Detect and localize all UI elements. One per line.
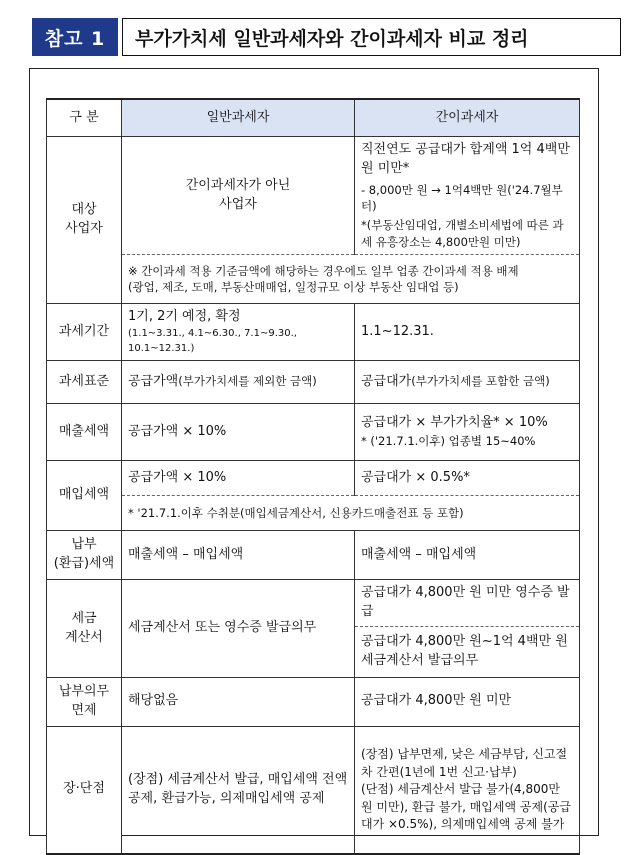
reference-badge: 참고 1 [32, 18, 118, 56]
invoice-simple-a: 공급대가 4,800만 원 미만 영수증 발급 [355, 580, 580, 627]
purchase-tax-note: * '21.7.1.이후 수취분(매입세금계산서, 신용카드매출전표 등 포함) [122, 496, 580, 531]
table-row [47, 531, 580, 580]
row-label-invoice: 세금 계산서 [47, 580, 122, 678]
target-simple-sub1: - 8,000만 원 → 1억4백만 원('24.7월부터) [361, 182, 563, 214]
table-row [47, 304, 580, 361]
table-row [47, 137, 580, 255]
period-simple: 1.1~12.31. [355, 304, 580, 361]
column-header-simple: 간이과세자 [355, 99, 580, 137]
payment-general: 매출세액 – 매입세액 [122, 531, 355, 580]
row-label-sales-tax: 매출세액 [47, 404, 122, 461]
sales-tax-general: 공급가액 × 10% [122, 404, 355, 461]
invoice-simple-b: 공급대가 4,800만 원~1억 4백만 원 세금계산서 발급의무 [355, 626, 580, 677]
row-label-exemption: 납부의무 면제 [47, 677, 122, 726]
sales-tax-simple [355, 404, 580, 461]
period-general-sub: (1.1~3.31., 4.1~6.30., 7.1~9.30., 10.1~12.31.) [128, 328, 297, 354]
row-label-payment: 납부 (환급)세액 [47, 531, 122, 580]
target-simple-sub2: *(부동산임대업, 개별소비세법에 따른 과세 유흥장소는 4,800만원 미만) [361, 218, 564, 249]
table-row [47, 496, 580, 531]
column-header-general: 일반과세자 [122, 99, 355, 137]
period-general-main: 1기, 2기 예정, 확정 [128, 309, 241, 325]
target-general: 간이과세자가 아닌 사업자 [122, 137, 355, 255]
pros-cons-general: (장점) 세금계산서 발급, 매입세액 전액 공제, 환급가능, 의제매입세액 공제 [122, 726, 355, 854]
column-header-category: 구 분 [47, 99, 122, 137]
exemption-simple: 공급대가 4,800만 원 미만 [355, 677, 580, 726]
payment-simple: 매출세액 – 매입세액 [355, 531, 580, 580]
row-label-base: 과세표준 [47, 361, 122, 404]
table-row [47, 404, 580, 461]
target-simple [355, 137, 580, 255]
target-simple-main: 직전연도 공급대가 합계액 1억 4백만원 미만* [361, 142, 570, 176]
base-simple-main: 공급대가 [361, 373, 412, 389]
base-simple-sub: (부가가치세를 포함한 금액) [411, 373, 550, 388]
table-row [47, 361, 580, 404]
base-simple [355, 361, 580, 404]
period-general [122, 304, 355, 361]
comparison-table [46, 98, 580, 855]
table-row [47, 461, 580, 496]
exemption-general: 해당없음 [122, 677, 355, 726]
purchase-tax-simple: 공급대가 × 0.5%* [355, 461, 580, 496]
base-general [122, 361, 355, 404]
table-row [47, 255, 580, 304]
sales-tax-simple-sub: * ('21.7.1.이후) 업종별 15~40% [361, 434, 536, 449]
invoice-general: 세금계산서 또는 영수증 발급의무 [122, 580, 355, 678]
row-label-pros-cons: 장·단점 [47, 726, 122, 854]
base-general-main: 공급가액 [128, 373, 179, 389]
target-note: ※ 간이과세 적용 기준금액에 해당하는 경우에도 일부 업종 간이과세 적용 배제 (광업, 제조, 도매, 부동산매매업, 일정규모 이상 부동산 임대업 등) [122, 255, 580, 304]
pros-cons-simple: (장점) 납부면제, 낮은 세금부담, 신고절차 간편(1년에 1번 신고·납부) (단점) 세금계산서 발급 불가(4,800만 원 미만), 환급 불가, 매입세액 공제(공급대가 ×0.5%), 의제매입세액 공제 불가 [355, 726, 580, 854]
table-row [47, 580, 580, 627]
sales-tax-simple-main: 공급대가 × 부가가치율* × 10% [361, 415, 548, 431]
row-label-target: 대상 사업자 [47, 137, 122, 304]
row-label-period: 과세기간 [47, 304, 122, 361]
row-label-purchase-tax: 매입세액 [47, 461, 122, 531]
header [8, 8, 620, 58]
table-row [47, 726, 580, 854]
purchase-tax-general: 공급가액 × 10% [122, 461, 355, 496]
base-general-sub: (부가가치세를 제외한 금액) [178, 373, 317, 388]
table-row [47, 677, 580, 726]
page-title: 부가가치세 일반과세자와 간이과세자 비교 정리 [122, 18, 621, 56]
